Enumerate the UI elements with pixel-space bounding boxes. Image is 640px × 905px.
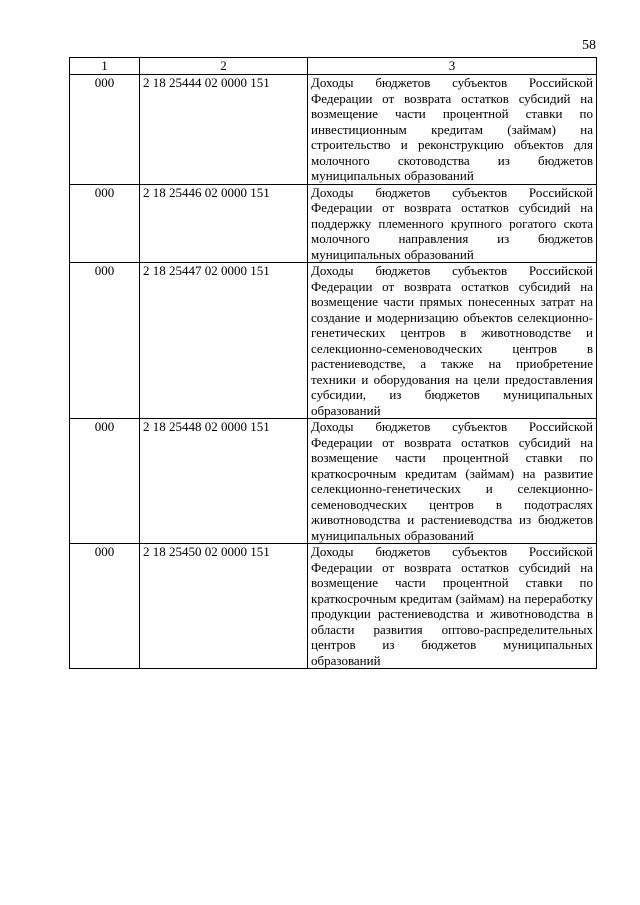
- revenue-code-cell: 2 18 25448 02 0000 151: [140, 419, 308, 544]
- table-row: [70, 419, 597, 544]
- table-row: [70, 184, 597, 263]
- description-cell: Доходы бюджетов субъектов Российской Федерации от возврата остатков субсидий на возмещение части процентной ставки по краткосрочным кредитам (займам) на развитие селекционно-генетических и селекционно-семеноводческих центров в подотраслях животноводства и растениеводства из бюджетов муниципальных образований: [308, 419, 597, 544]
- revenue-code-cell: 2 18 25447 02 0000 151: [140, 263, 308, 419]
- admin-code-cell: 000: [70, 544, 140, 669]
- page-number: 58: [582, 38, 596, 53]
- column-header-1: 1: [70, 58, 140, 75]
- column-header-3: 3: [308, 58, 597, 75]
- table-header: [70, 58, 597, 75]
- description-cell: Доходы бюджетов субъектов Российской Федерации от возврата остатков субсидий на поддержку племенного крупного рогатого скота молочного направления из бюджетов муниципальных образований: [308, 184, 597, 263]
- table-row: [70, 544, 597, 669]
- revenue-code-cell: 2 18 25444 02 0000 151: [140, 75, 308, 185]
- table-row: [70, 75, 597, 185]
- admin-code-cell: 000: [70, 419, 140, 544]
- table-row: [70, 263, 597, 419]
- column-header-2: 2: [140, 58, 308, 75]
- admin-code-cell: 000: [70, 75, 140, 185]
- table-header-row: [70, 58, 597, 75]
- revenue-code-cell: 2 18 25450 02 0000 151: [140, 544, 308, 669]
- table-body: [70, 75, 597, 669]
- revenue-code-cell: 2 18 25446 02 0000 151: [140, 184, 308, 263]
- description-cell: Доходы бюджетов субъектов Российской Федерации от возврата остатков субсидий на возмещение части процентной ставки по инвестиционным кредитам (займам) на строительство и реконструкцию объектов для молочного скотоводства из бюджетов муниципальных образований: [308, 75, 597, 185]
- admin-code-cell: 000: [70, 263, 140, 419]
- description-cell: Доходы бюджетов субъектов Российской Федерации от возврата остатков субсидий на возмещение части прямых понесенных затрат на создание и модернизацию объектов селекционно-генетических центров в животноводстве и селекционно-семеноводческих центров в растениеводстве, а также на приобретение техники и оборудования на цели предоставления субсидии, из бюджетов муниципальных образований: [308, 263, 597, 419]
- budget-revenue-table: [69, 57, 597, 669]
- admin-code-cell: 000: [70, 184, 140, 263]
- description-cell: Доходы бюджетов субъектов Российской Федерации от возврата остатков субсидий на возмещение части процентной ставки по краткосрочным кредитам (займам) на переработку продукции растениеводства и животноводства в области развития оптово-распределительных центров из бюджетов муниципальных образований: [308, 544, 597, 669]
